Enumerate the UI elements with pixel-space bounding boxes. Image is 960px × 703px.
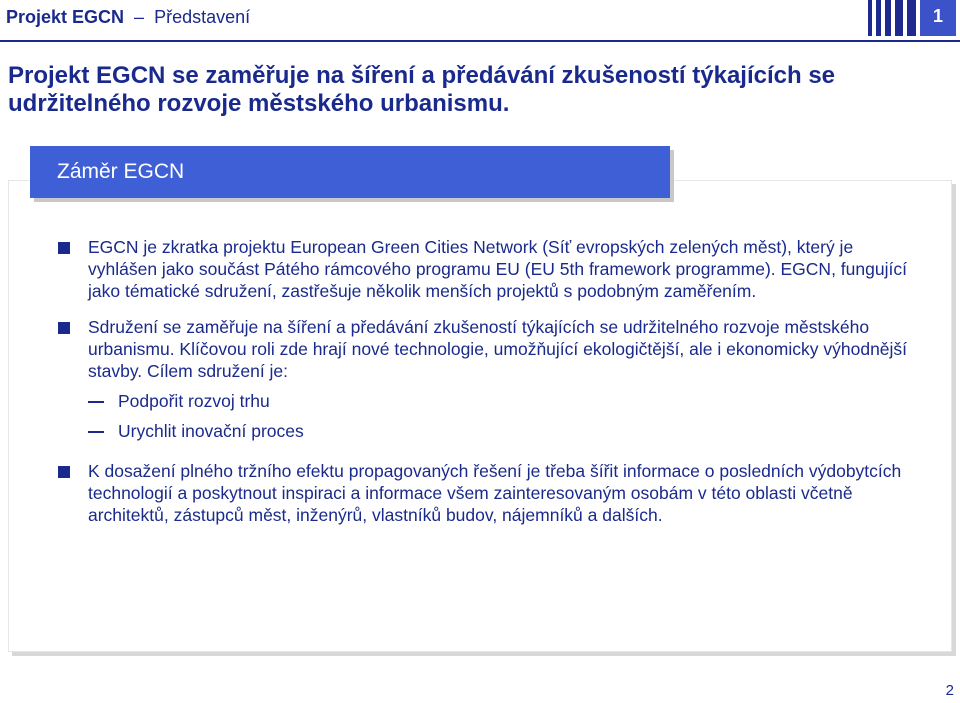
dash-bullet-icon (88, 401, 104, 403)
sub-list-item-text: Podpořit rozvoj trhu (118, 391, 270, 411)
sub-list-item-text: Urychlit inovační proces (118, 421, 304, 441)
project-name: Projekt EGCN (6, 7, 125, 27)
logo-number: 1 (932, 6, 943, 26)
separator: – (129, 7, 150, 27)
bullet-square-icon (58, 466, 70, 478)
panel-header (30, 146, 670, 198)
sub-list-item (58, 420, 918, 442)
sub-list-item (58, 390, 918, 412)
top-divider (0, 40, 960, 42)
page-title: Projekt EGCN se zaměřuje na šíření a předávání zkušeností týkajících se udržitelného rozvoje městského urbanismu. (8, 62, 836, 117)
logo-bar (907, 0, 916, 36)
section-name: Představení (154, 7, 251, 27)
list-item-text: EGCN je zkratka projektu European Green Cities Network (Síť evropských zelených měst), který je vyhlášen jako součást Pátého rámcového programu EU (EU 5th framework programme). EGCN, fungující jako tématické sdružení, zastřešuje několik menších projektů s podobným zaměřením. (88, 237, 907, 301)
bullet-square-icon (58, 322, 70, 334)
list-item (58, 316, 918, 382)
logo (860, 0, 960, 36)
list-item (58, 236, 918, 302)
panel-content (58, 236, 918, 540)
bullet-square-icon (58, 242, 70, 254)
list-item-text: K dosažení plného tržního efektu propagovaných řešení je třeba šířit informace o posledních výdobytcích technologií a poskytnout inspiraci a informace všem zainteresovaným osobám v této oblasti včetně architektů, zástupců měst, inženýrů, vlastníků budov, nájemníků a dalších. (88, 461, 902, 525)
dash-bullet-icon (88, 431, 104, 433)
list-item-text: Sdružení se zaměřuje na šíření a předávání zkušeností týkajících se udržitelného rozvoje městského urbanismu. Klíčovou roli zde hrají nové technologie, umožňující ekologičtější, ale i ekonomicky výhodnější stavby. Cílem sdružení je: (88, 317, 908, 381)
list-item (58, 460, 918, 526)
logo-bar (868, 0, 872, 36)
page-number: 2 (945, 682, 954, 699)
panel-title: Záměr EGCN (57, 160, 185, 183)
logo-bar (876, 0, 881, 36)
logo-bar (885, 0, 891, 36)
top-bar (0, 0, 960, 40)
breadcrumb (6, 7, 250, 28)
logo-bar (895, 0, 903, 36)
